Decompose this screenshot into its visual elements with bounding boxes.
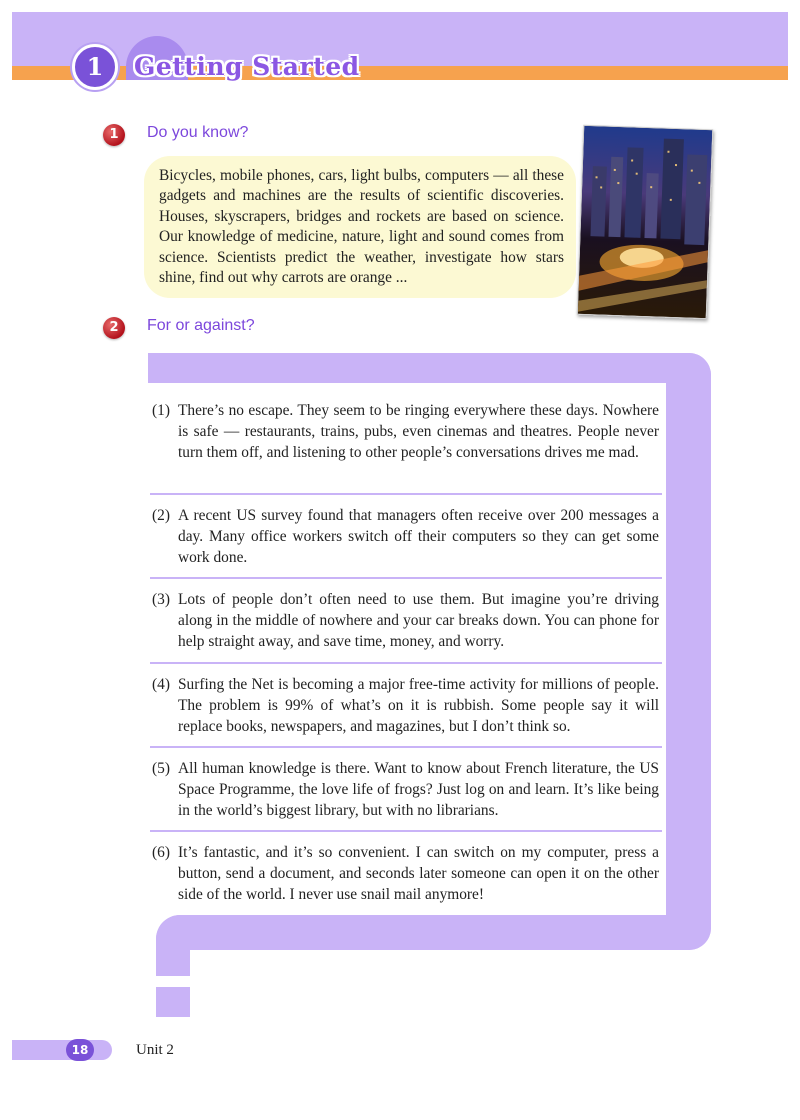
item-number: (2) — [152, 507, 170, 524]
item-number: (6) — [152, 844, 170, 861]
page-title: Getting Started — [134, 52, 360, 81]
item-text: There’s no escape. They seem to be ringing everywhere these days. Nowhere is safe — restaurants, trains, pubs, even cinemas and theatres. People never turn them off, and listening to other people’s conversations drives me mad. — [178, 402, 659, 461]
frame-bottom-bar — [156, 915, 711, 950]
section-1-title: Do you know? — [147, 124, 249, 141]
item-number: (1) — [152, 402, 170, 419]
section-1-badge: 1 — [103, 124, 125, 146]
city-skyline-illustration — [578, 126, 712, 318]
item-divider — [150, 577, 662, 579]
item-text: Surfing the Net is becoming a major free-time activity for millions of people. The problem is 99% of what’s on it is rubbish. Some people say it will replace books, newspapers, and magazines, but I don’t think so. — [178, 676, 659, 735]
page-number: 18 — [66, 1039, 94, 1061]
section-number-badge: 1 — [72, 44, 118, 90]
item-text: Lots of people don’t often need to use them. But imagine you’re driving along in the middle of nowhere and your car breaks down. You can phone for help straight away, and save time, money, and worry. — [178, 591, 659, 650]
section-2-title: For or against? — [147, 317, 255, 334]
frame-left-tail — [156, 915, 190, 1017]
item-divider — [150, 493, 662, 495]
city-night-photo — [577, 125, 714, 319]
do-you-know-text: Bicycles, mobile phones, cars, light bulbs, computers — all these gadgets and machines are the results of scientific discoveries. Houses, skyscrapers, bridges and rockets are based on science. Our knowledge of medicine, nature, light and sound comes from science. Scientists predict the weather, investigate how stars shine, find out why carrots are orange ... — [159, 167, 564, 287]
item-divider — [150, 662, 662, 664]
item-divider — [150, 830, 662, 832]
section-2-badge: 2 — [103, 317, 125, 339]
footer-bar — [12, 1040, 112, 1060]
frame-right-bar — [666, 353, 711, 950]
item-divider — [150, 746, 662, 748]
unit-label: Unit 2 — [136, 1042, 174, 1058]
frame-top-bar — [148, 353, 711, 383]
item-number: (4) — [152, 676, 170, 693]
item-text: All human knowledge is there. Want to know about French literature, the US Space Programme, the love life of frogs? Just log on and learn. It’s like being in the world’s biggest library, but with no librarians. — [178, 760, 659, 819]
item-text: A recent US survey found that managers often receive over 200 messages a day. Many office workers switch off their computers so they can get some work done. — [178, 507, 659, 566]
item-text: It’s fantastic, and it’s so convenient. I can switch on my computer, press a button, send a document, and seconds later someone can open it on the other side of the world. I never use snail mail anymore! — [178, 844, 659, 903]
do-you-know-box — [144, 156, 576, 298]
item-number: (5) — [152, 760, 170, 777]
item-number: (3) — [152, 591, 170, 608]
frame-tail-gap — [156, 976, 190, 987]
